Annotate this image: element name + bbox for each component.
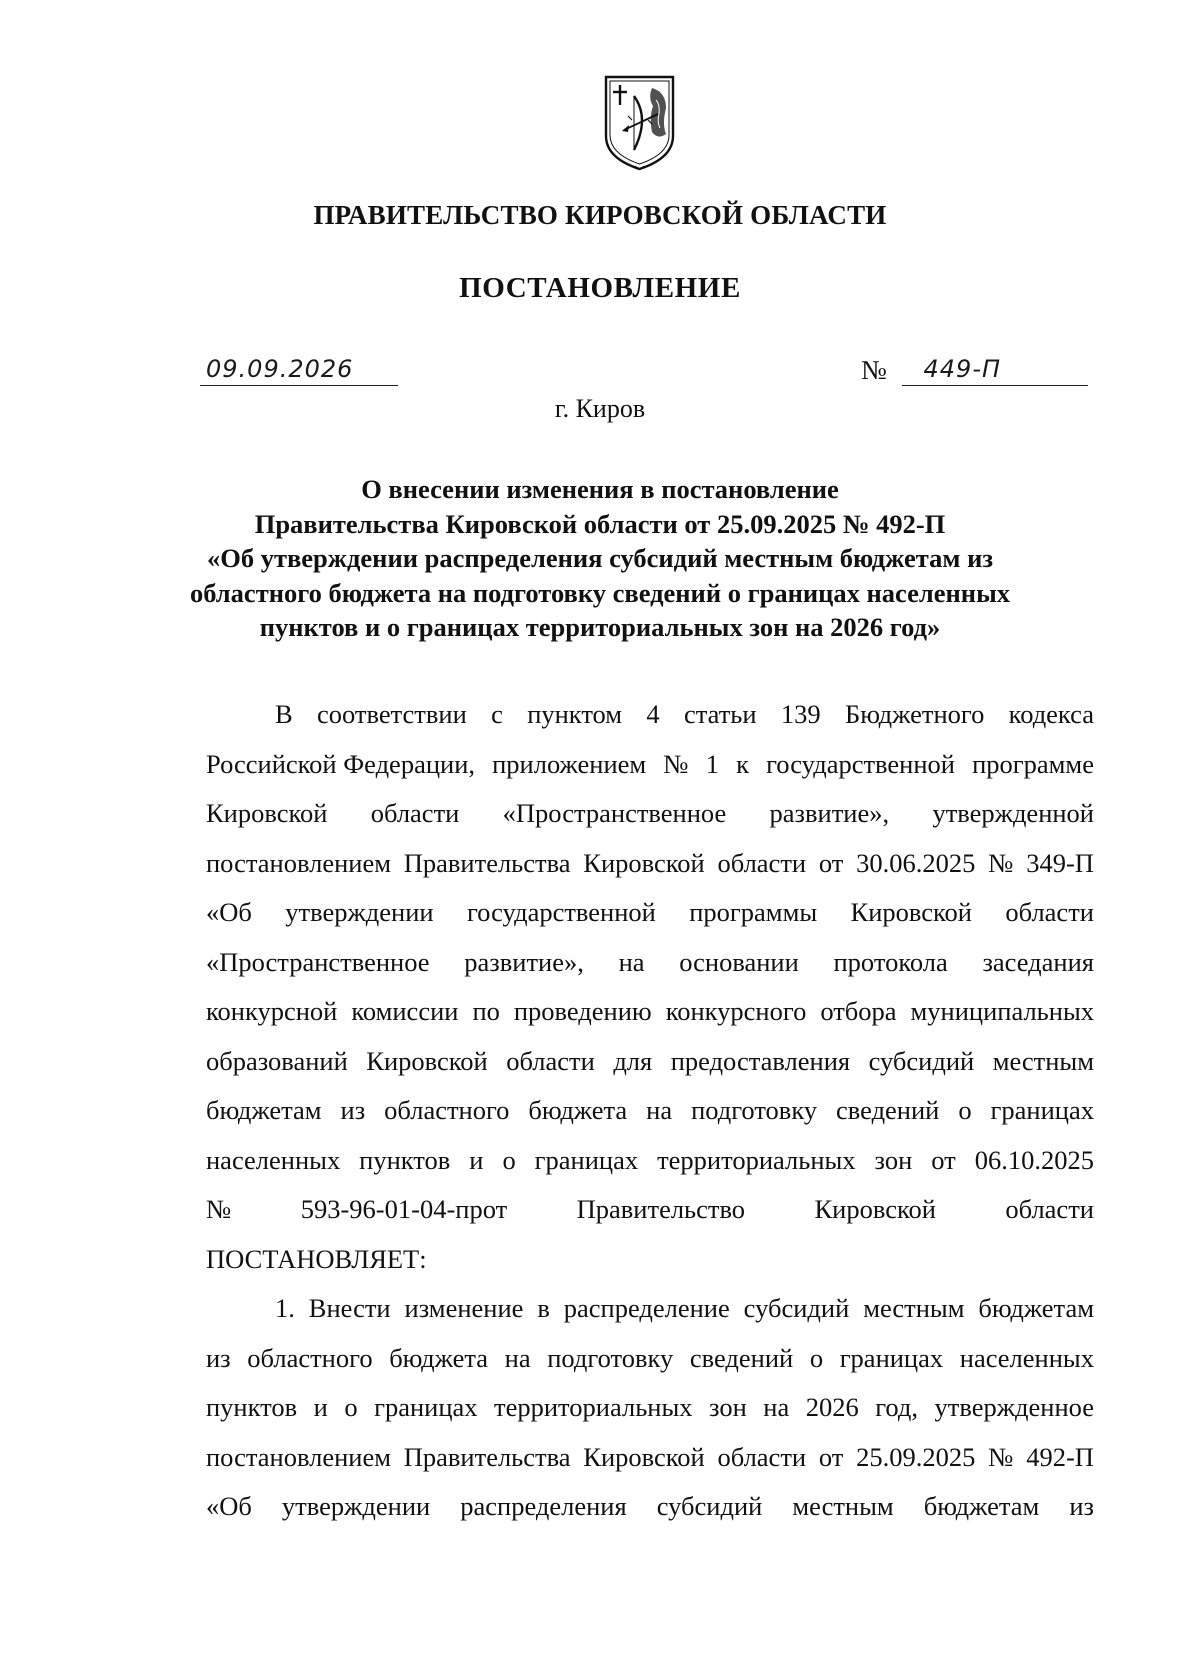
- body-word: территориальных: [494, 1392, 693, 1422]
- body-word: пунктом: [527, 699, 623, 729]
- body-word: из: [1069, 1491, 1094, 1521]
- body-word: сведений: [689, 1342, 794, 1373]
- body-word: соответствии: [317, 699, 467, 729]
- body-word: области: [717, 1441, 807, 1472]
- body-word: о: [958, 1095, 972, 1125]
- body-word: на: [763, 1392, 790, 1422]
- body-word: субсидий: [743, 1293, 850, 1323]
- body-word: протокола: [833, 946, 948, 977]
- body-word: подготовку: [547, 1342, 674, 1373]
- body-word: Бюджетного: [844, 699, 985, 729]
- body-line: [206, 740, 1094, 790]
- body-word: для: [613, 1045, 653, 1076]
- body-word: зон: [874, 1144, 913, 1175]
- document-subject: [150, 472, 1050, 645]
- body-word: сведений: [836, 1095, 940, 1125]
- document-body: [206, 690, 1094, 1532]
- body-word: местным: [992, 1045, 1094, 1076]
- body-word: В: [275, 699, 293, 729]
- body-word: областного: [384, 1095, 510, 1125]
- coat-of-arms-icon: [602, 74, 677, 172]
- body-word: кодекса: [1008, 699, 1094, 729]
- body-word: конкурсной: [206, 996, 338, 1026]
- body-word: программы: [689, 897, 818, 927]
- body-word: бюджетам: [978, 1293, 1094, 1323]
- body-word: комиссии: [351, 996, 459, 1026]
- body-word: Правительства: [403, 1441, 571, 1472]
- body-word: бюджета: [389, 1342, 489, 1373]
- body-word: государственной: [766, 748, 955, 779]
- body-word: конкурсного: [665, 996, 807, 1026]
- body-line: [206, 839, 1094, 889]
- body-word: Кировской: [583, 847, 705, 878]
- body-word: утвержденное: [934, 1392, 1094, 1422]
- body-word: 2026: [805, 1392, 859, 1422]
- body-word: 4: [646, 699, 660, 729]
- body-line: [206, 1334, 1094, 1384]
- body-line: [206, 888, 1094, 938]
- body-word: области: [1005, 1194, 1094, 1224]
- body-line: [206, 789, 1094, 839]
- body-word: Внести: [308, 1293, 391, 1323]
- body-word: области: [370, 798, 460, 828]
- body-word: территориальных: [657, 1144, 856, 1175]
- body-word: пунктов: [359, 1144, 451, 1175]
- body-word: на: [618, 946, 645, 977]
- body-word: областного: [247, 1342, 373, 1373]
- body-word: Кировской: [850, 897, 972, 927]
- body-line: [206, 1482, 1094, 1532]
- subject-line: пунктов и о границах территориальных зон на 2026 год»: [259, 612, 941, 642]
- body-word: границах: [990, 1095, 1094, 1125]
- body-word: о: [344, 1392, 358, 1422]
- body-word: год,: [875, 1392, 919, 1422]
- body-line: [206, 987, 1094, 1037]
- body-word: границах: [374, 1392, 478, 1422]
- body-word: пунктов: [206, 1392, 298, 1422]
- body-word: зон: [709, 1392, 747, 1422]
- body-word: основании: [679, 946, 799, 977]
- body-word: утверждении: [285, 897, 434, 927]
- body-word: 30.06.2025: [856, 847, 976, 878]
- body-word: 492-П: [1026, 1441, 1094, 1472]
- document-type-title: ПОСТАНОВЛЕНИЕ: [459, 272, 741, 304]
- body-word: 139: [780, 699, 821, 729]
- body-word: заседания: [982, 946, 1094, 977]
- document-date: 09.09.2026: [200, 353, 398, 386]
- body-word: от: [818, 1441, 844, 1472]
- body-word: Кировской: [366, 1045, 488, 1076]
- body-word: подготовку: [691, 1095, 818, 1125]
- body-word: субсидий: [656, 1491, 763, 1521]
- document-number-field: [861, 353, 1088, 386]
- body-word: из: [206, 1342, 231, 1373]
- body-word: постановлением: [206, 847, 391, 878]
- body-word: статьи: [683, 699, 757, 729]
- body-word: 349-П: [1026, 847, 1094, 878]
- body-line: [206, 1136, 1094, 1186]
- body-word: Кировской: [583, 1441, 705, 1472]
- body-line: [206, 1037, 1094, 1087]
- body-word: №: [988, 847, 1014, 878]
- body-word: от: [931, 1144, 956, 1175]
- body-word: местным: [792, 1491, 894, 1521]
- body-word: «Об: [206, 897, 252, 927]
- document-number: 449-П: [902, 353, 1088, 386]
- body-word: из: [340, 1095, 366, 1125]
- body-word: населенных: [959, 1342, 1094, 1373]
- body-word: распределения: [460, 1491, 627, 1521]
- body-line: [206, 1383, 1094, 1433]
- body-word: бюджетам: [923, 1491, 1040, 1521]
- body-word: Российской Федерации,: [206, 748, 475, 779]
- body-word: 593-96-01-04-прот: [300, 1194, 508, 1224]
- body-word: проведению: [513, 996, 652, 1026]
- body-word: Кировской: [814, 1194, 936, 1224]
- body-word: местным: [863, 1293, 965, 1323]
- body-word: «Пространственное: [206, 946, 430, 977]
- body-line: [206, 938, 1094, 988]
- body-word: бюджетам: [206, 1095, 322, 1125]
- body-word: по: [472, 996, 500, 1026]
- body-word: на: [504, 1342, 531, 1373]
- body-word: 25.09.2025: [856, 1441, 976, 1472]
- body-word: области: [506, 1045, 595, 1076]
- body-word: муниципальных: [910, 996, 1094, 1026]
- body-word: о: [502, 1144, 516, 1175]
- body-line: [206, 1086, 1094, 1136]
- subject-line: Правительства Кировской области от 25.09.2025 № 492-П: [254, 508, 946, 539]
- body-word: к: [736, 748, 749, 779]
- body-word: ПОСТАНОВЛЯЕТ:: [206, 1243, 427, 1274]
- body-line: [206, 1433, 1094, 1483]
- body-word: бюджета: [528, 1095, 628, 1125]
- body-word: постановлением: [206, 1441, 391, 1472]
- body-word: на: [646, 1095, 673, 1125]
- body-word: и: [313, 1392, 328, 1422]
- body-word: образований: [206, 1045, 348, 1076]
- body-line: [206, 1185, 1094, 1235]
- body-word: развитие»,: [769, 798, 890, 828]
- body-word: утверждении: [281, 1491, 431, 1521]
- city-label: г. Киров: [554, 394, 646, 423]
- body-word: отбора: [820, 996, 897, 1026]
- body-word: границах: [534, 1144, 639, 1175]
- government-title: ПРАВИТЕЛЬСТВО КИРОВСКОЙ ОБЛАСТИ: [313, 200, 887, 230]
- body-word: от: [818, 847, 844, 878]
- body-word: распределение: [563, 1293, 730, 1323]
- body-word: Правительство: [576, 1194, 746, 1224]
- body-word: границах: [839, 1342, 944, 1373]
- body-word: области: [717, 847, 807, 878]
- body-word: 06.10.2025: [974, 1144, 1094, 1175]
- body-word: утвержденной: [932, 798, 1094, 828]
- body-line: [206, 1284, 1094, 1334]
- body-word: развитие»,: [464, 946, 584, 977]
- body-word: государственной: [466, 897, 656, 927]
- body-word: №: [206, 1194, 232, 1224]
- body-word: «Об: [206, 1491, 252, 1521]
- subject-line: областного бюджета на подготовку сведений о границах населенных: [189, 577, 1011, 608]
- body-word: №: [663, 748, 689, 779]
- body-word: изменение: [404, 1293, 524, 1323]
- body-word: с: [491, 699, 503, 729]
- subject-line: «Об утверждении распределения субсидий местным бюджетам из: [206, 543, 993, 573]
- body-word: 1.: [275, 1293, 295, 1323]
- body-word: предоставления: [670, 1045, 851, 1076]
- body-word: Правительства: [403, 847, 571, 878]
- body-word: приложением: [492, 748, 647, 779]
- body-word: №: [988, 1441, 1014, 1472]
- body-word: области: [1005, 897, 1094, 927]
- body-word: и: [469, 1144, 484, 1175]
- body-word: о: [809, 1342, 824, 1373]
- body-word: Кировской: [206, 798, 328, 828]
- number-sign: №: [861, 355, 887, 385]
- body-line: [206, 1235, 1094, 1285]
- body-word: «Пространственное: [502, 798, 727, 828]
- body-line: [206, 690, 1094, 740]
- body-word: населенных: [206, 1144, 341, 1175]
- body-word: субсидий: [868, 1045, 975, 1076]
- body-word: программе: [972, 748, 1094, 779]
- body-word: в: [537, 1293, 550, 1323]
- subject-line: О внесении изменения в постановление: [361, 474, 839, 504]
- body-word: 1: [705, 748, 719, 779]
